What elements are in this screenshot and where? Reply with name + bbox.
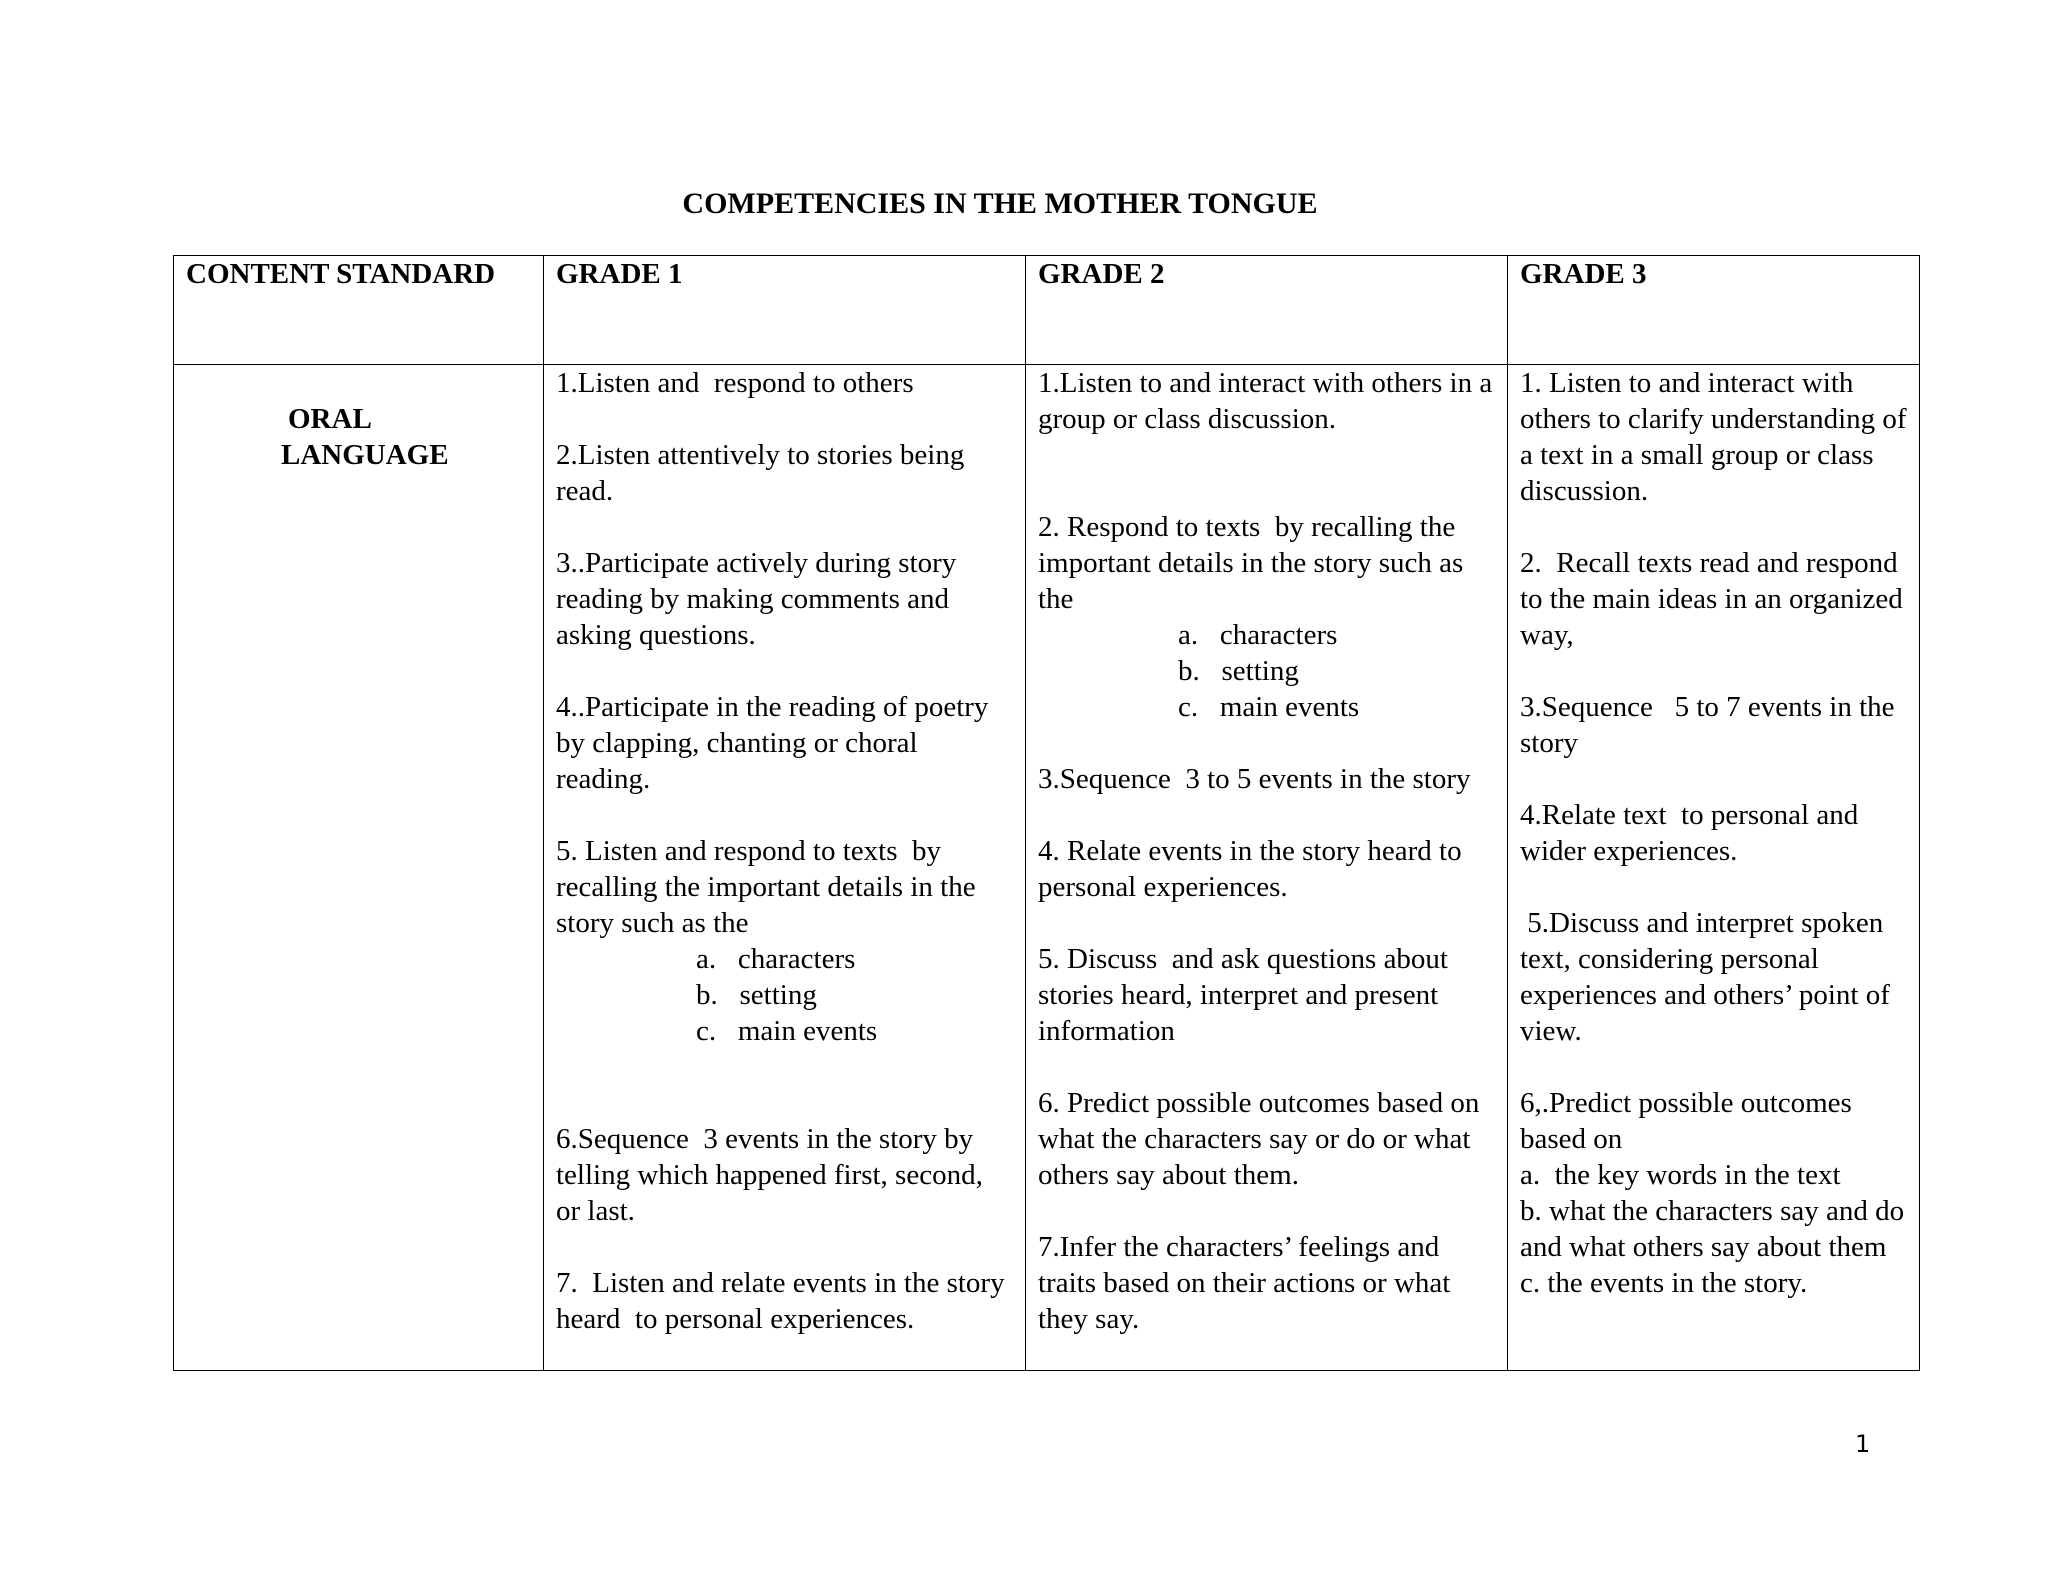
- table-header-row: [174, 256, 1920, 365]
- header-grade-2: GRADE 2: [1026, 256, 1508, 365]
- content-standard-line2: LANGUAGE: [281, 439, 449, 471]
- grade2-item-2-sub-c: c. main events: [1178, 691, 1360, 723]
- header-grade-3: GRADE 3: [1508, 256, 1920, 365]
- grade3-item-1: 1. Listen to and interact with others to clarify understanding of a text in a small group or class discussion.: [1520, 367, 1914, 507]
- header-content-standard: CONTENT STANDARD: [174, 256, 544, 365]
- grade3-item-4: 4.Relate text to personal and wider experiences.: [1520, 799, 1866, 867]
- grade2-item-2-sub-b: b. setting: [1178, 655, 1299, 687]
- grade-2-cell: [1026, 365, 1508, 1371]
- grade1-item-1: 1.Listen and respond to others: [556, 367, 914, 399]
- grade2-item-7: 7.Infer the characters’ feelings and traits based on their actions or what they say.: [1038, 1231, 1458, 1335]
- grade2-item-3: 3.Sequence 3 to 5 events in the story: [1038, 763, 1471, 795]
- grade3-item-5: 5.Discuss and interpret spoken text, considering personal experiences and others’ point of view.: [1520, 907, 1898, 1047]
- document-title: COMPETENCIES IN THE MOTHER TONGUE: [682, 187, 1318, 220]
- table-row-oral-language: [174, 365, 1920, 1371]
- grade1-item-4: 4..Participate in the reading of poetry by clapping, chanting or choral reading.: [556, 691, 996, 795]
- grade1-item-5-sub-b: b. setting: [696, 979, 817, 1011]
- grade3-item-3: 3.Sequence 5 to 7 events in the story: [1520, 691, 1902, 759]
- competency-table: [173, 255, 1920, 1371]
- grade1-item-7: 7. Listen and relate events in the story heard to personal experiences.: [556, 1267, 1012, 1335]
- grade1-item-5: 5. Listen and respond to texts by recalling the important details in the story such as the: [556, 835, 983, 939]
- header-grade-1: GRADE 1: [544, 256, 1026, 365]
- grade3-item-6-sub-b: b. what the characters say and do and what others say about them: [1520, 1195, 1912, 1263]
- grade1-item-5-sub-c: c. main events: [696, 1015, 878, 1047]
- grade1-item-2: 2.Listen attentively to stories being read.: [556, 439, 972, 507]
- grade1-item-5-sub-a: a. characters: [696, 943, 856, 975]
- grade3-item-6: 6,.Predict possible outcomes based on: [1520, 1087, 1860, 1155]
- grade2-item-6: 6. Predict possible outcomes based on what the characters say or do or what others say about them.: [1038, 1087, 1494, 1191]
- grade2-item-4: 4. Relate events in the story heard to personal experiences.: [1038, 835, 1469, 903]
- grade-1-cell: [544, 365, 1026, 1371]
- grade3-item-2: 2. Recall texts read and respond to the main ideas in an organized way,: [1520, 547, 1911, 651]
- grade3-item-6-sub-a: a. the key words in the text: [1520, 1159, 1841, 1191]
- page-number: 1: [1855, 1430, 1871, 1458]
- grade-3-cell: [1508, 365, 1920, 1371]
- grade1-item-6: 6.Sequence 3 events in the story by telling which happened first, second, or last.: [556, 1123, 991, 1227]
- grade2-item-1: 1.Listen to and interact with others in a group or class discussion.: [1038, 367, 1500, 435]
- grade3-item-6-sub-c: c. the events in the story.: [1520, 1267, 1808, 1299]
- content-standard-label: [186, 365, 531, 473]
- grade1-item-3: 3..Participate actively during story reading by making comments and asking questions.: [556, 547, 964, 651]
- grade2-item-5: 5. Discuss and ask questions about stories heard, interpret and present information: [1038, 943, 1456, 1047]
- content-standard-line1: ORAL: [288, 403, 372, 435]
- content-standard-cell: [174, 365, 544, 1371]
- grade2-item-2: 2. Respond to texts by recalling the important details in the story such as the: [1038, 511, 1471, 615]
- grade2-item-2-sub-a: a. characters: [1178, 619, 1338, 651]
